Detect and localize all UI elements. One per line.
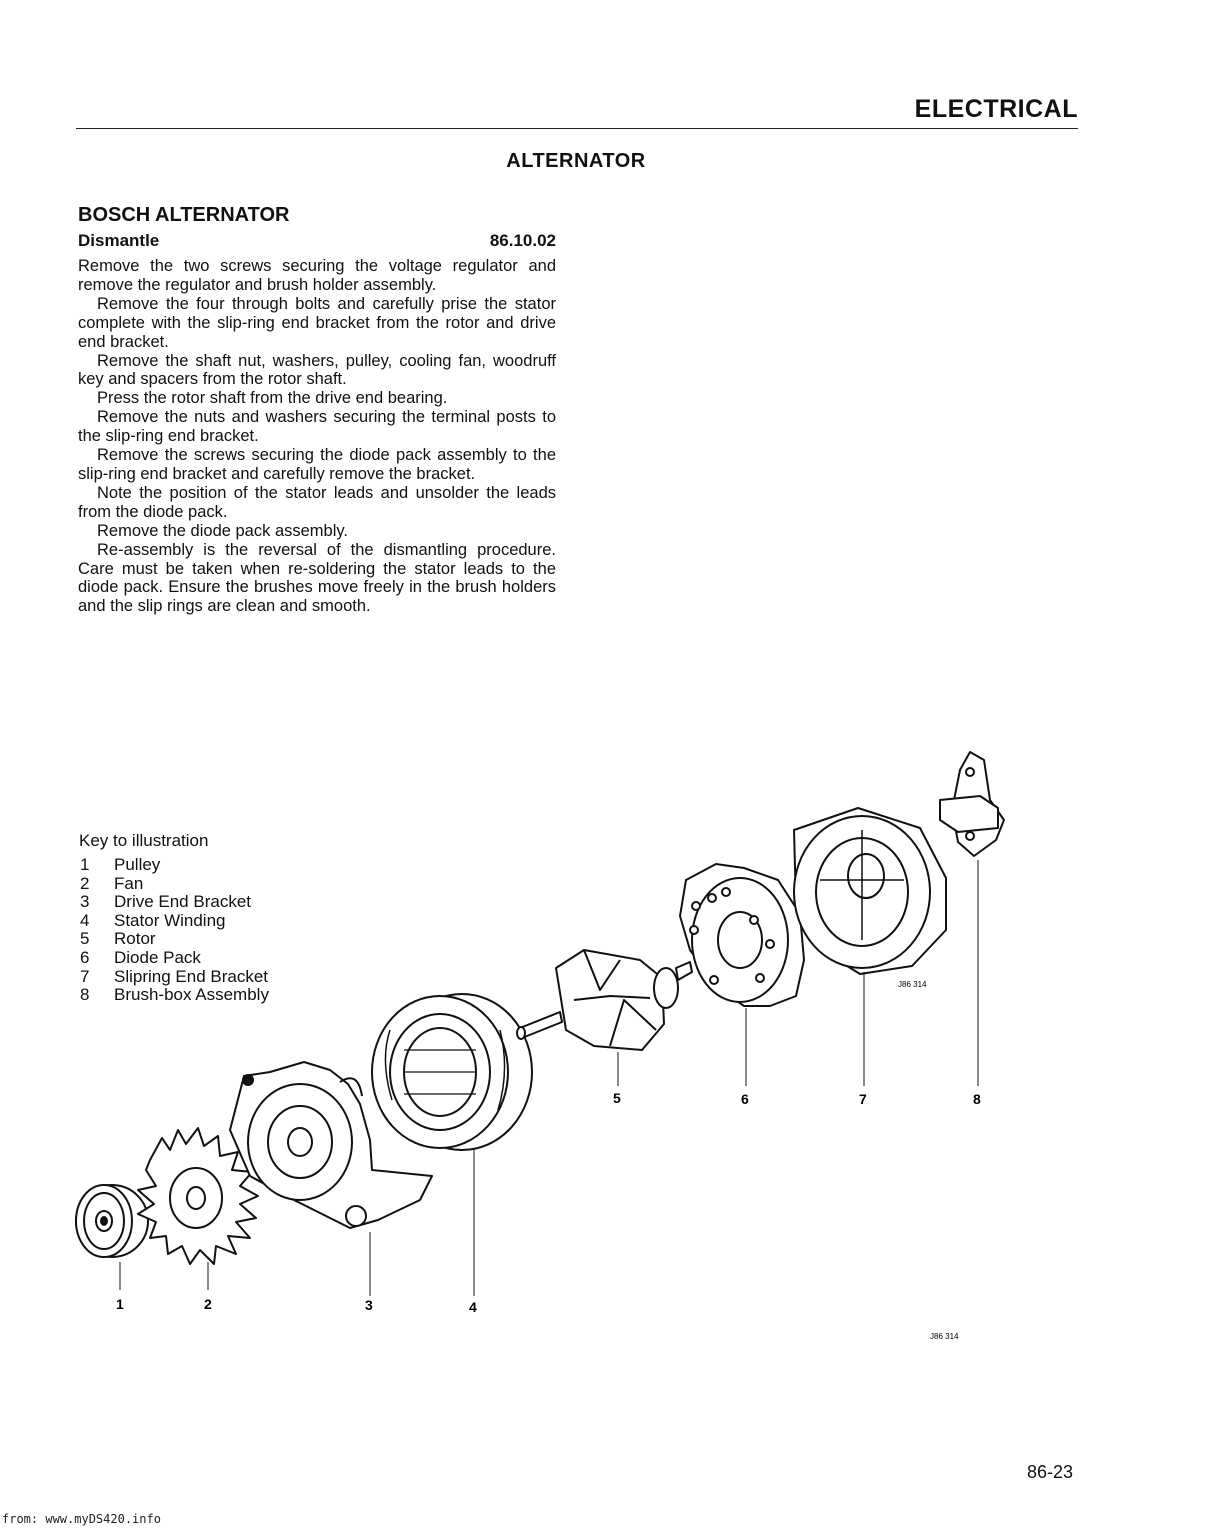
key-label: Brush-box Assembly [114, 985, 269, 1005]
key-number: 1 [80, 855, 90, 874]
page-number: 86-23 [1027, 1462, 1074, 1482]
brush-box-assembly-part [940, 752, 1004, 856]
key-label: Pulley [114, 855, 161, 874]
callout-8: 8 [973, 1091, 981, 1107]
callout-7: 7 [859, 1091, 867, 1107]
operation-code: 86.10.02 [489, 231, 556, 250]
procedure-heading: BOSCH ALTERNATOR [78, 204, 290, 226]
callout-2: 2 [204, 1296, 212, 1312]
key-number: 4 [80, 910, 90, 930]
page-title-text: ALTERNATOR [506, 150, 646, 172]
pulley-part [76, 1185, 148, 1257]
key-number: 7 [80, 966, 90, 986]
key-number: 6 [80, 947, 90, 967]
paragraph: Remove the shaft nut, washers, pulley, cooling fan, woodruff key and spacers from the rotor shaft. [78, 351, 556, 389]
callout-3: 3 [365, 1297, 373, 1313]
diode-pack-part [680, 864, 804, 1006]
figure-ref-code: J86 314 [898, 980, 927, 989]
section-header: ELECTRICAL [914, 95, 1078, 123]
paragraph: Press the rotor shaft from the drive end bearing. [97, 389, 448, 408]
paragraph: Remove the nuts and washers securing the terminal posts to the slip-ring end bracket. [78, 408, 556, 446]
callout-1: 1 [116, 1296, 124, 1312]
callout-4: 4 [469, 1299, 477, 1315]
callout-5: 5 [613, 1090, 621, 1106]
key-label: Fan [114, 873, 144, 893]
footer-source: from: www.myDS420.info [2, 1512, 161, 1526]
key-number: 8 [80, 985, 90, 1005]
key-label: Drive End Bracket [114, 892, 251, 912]
key-number: 3 [80, 892, 90, 912]
paragraph: Remove the two screws securing the voltage regulator and remove the regulator and brush holder assembly. [78, 257, 556, 294]
key-label: Slipring End Bracket [114, 966, 269, 986]
key-label: Diode Pack [114, 947, 201, 967]
key-number: 5 [80, 929, 90, 949]
paragraph: Note the position of the stator leads and unsolder the leads from the diode pack. [78, 483, 556, 521]
callout-6: 6 [741, 1091, 749, 1107]
operation-name: Dismantle [78, 231, 160, 250]
key-number: 2 [80, 873, 90, 893]
figure-ref-code-lower: J86 314 [930, 1332, 959, 1341]
slipring-end-bracket-part [794, 808, 946, 974]
paragraph: Re-assembly is the reversal of the dismantling procedure. Care must be taken when re-soldering the stator leads to the diode pack. Ensure the brushes move freely in the brush holders and the slip rings are clean and smooth. [78, 540, 556, 616]
key-label: Rotor [114, 929, 156, 949]
key-label: Stator Winding [114, 910, 226, 930]
paragraph: Remove the four through bolts and carefully prise the stator complete with the slip-ring end bracket from the rotor and drive end bracket. [78, 294, 556, 351]
rotor-part [517, 950, 692, 1050]
paragraph: Remove the screws securing the diode pack assembly to the slip-ring end bracket and carefully remove the bracket. [78, 446, 556, 483]
stator-winding-part [372, 994, 532, 1150]
paragraph: Remove the diode pack assembly. [97, 521, 348, 540]
key-title: Key to illustration [79, 831, 209, 850]
